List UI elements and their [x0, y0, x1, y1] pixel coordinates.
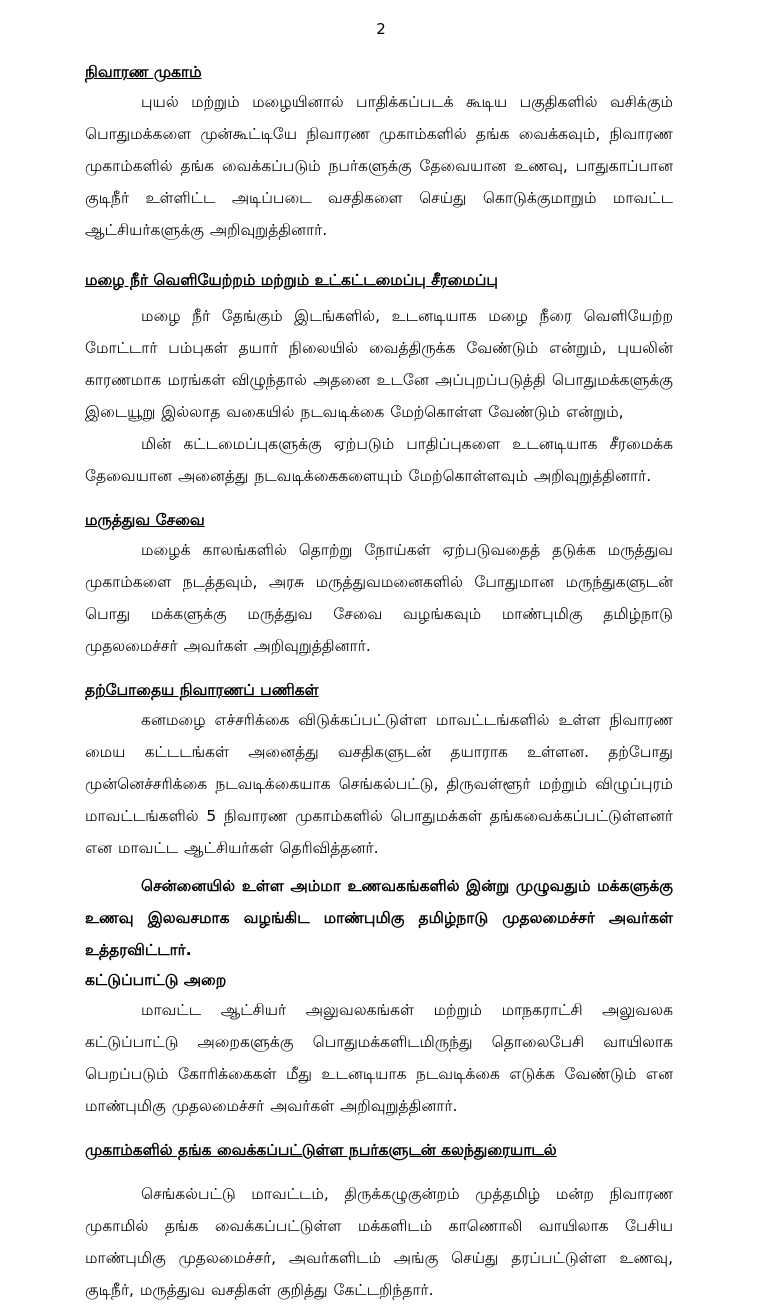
- section-heading-rainwater-drainage: மழை நீர் வெளியேற்றம் மற்றும் உட்கட்டமைப்பு சீரமைப்பு: [85, 271, 498, 289]
- paragraph-current-relief-work: கனமழை எச்சரிக்கை விடுக்கப்பட்டுள்ள மாவட்டங்களில் உள்ள நிவாரண மைய கட்டடங்கள் அனைத்து வசதிகளுடன் தயாராக உள்ளன. தற்போது முன்னெச்சரிக்கை நடவடிக்கையாக செங்கல்பட்டு, திருவள்ளூர் மற்றும் விழுப்புரம் மாவட்டங்களில் 5 நிவாரண முகாம்களில் பொதுமக்கள் தங்கவைக்கப்பட்டுள்ளனர் என மாவட்ட ஆட்சியர்கள் தெரிவித்தனர்.: [85, 711, 673, 857]
- paragraph-relief-camp: புயல் மற்றும் மழையினால் பாதிக்கப்படக் கூடிய பகுதிகளில் வசிக்கும் பொதுமக்களை முன்கூட்டியே நிவாரண முகாம்களில் தங்க வைக்கவும், நிவாரண முகாம்களில் தங்க வைக்கப்படும் நபர்களுக்கு தேவையான உணவு, பாதுகாப்பான குடிநீர் உள்ளிட்ட அடிப்படை வசதிகளை செய்து கொடுக்குமாறும் மாவட்ட ஆட்சியர்களுக்கு அறிவுறுத்தினார்.: [85, 93, 673, 239]
- paragraph-power-infrastructure: மின் கட்டமைப்புகளுக்கு ஏற்படும் பாதிப்புகளை உடனடியாக சீரமைக்க தேவையான அனைத்து நடவடிக்கைகளையும் மேற்கொள்ளவும் அறிவுறுத்தினார்.: [85, 435, 673, 485]
- section-heading-control-room: கட்டுப்பாட்டு அறை: [85, 971, 227, 989]
- section-heading-medical-service: மருத்துவ சேவை: [85, 511, 205, 529]
- paragraph-medical-service: மழைக் காலங்களில் தொற்று நோய்கள் ஏற்படுவதைத் தடுக்க மருத்துவ முகாம்களை நடத்தவும், அரசு மருத்துவமனைகளில் போதுமான மருந்துகளுடன் பொது மக்களுக்கு மருத்துவ சேவை வழங்கவும் மாண்புமிகு தமிழ்நாடு முதலமைச்சர் அவர்கள் அறிவுறுத்தினார்.: [85, 541, 673, 655]
- paragraph-control-room: மாவட்ட ஆட்சியர் அலுவலகங்கள் மற்றும் மாநகராட்சி அலுவலக கட்டுப்பாட்டு அறைகளுக்கு பொதுமக்களிடமிருந்து தொலைபேசி வாயிலாக பெறப்படும் கோரிக்கைகள் மீது உடனடியாக நடவடிக்கை எடுக்க வேண்டும் என மாண்புமிகு முதலமைச்சர் அவர்கள் அறிவுறுத்தினார்.: [85, 1001, 673, 1115]
- document-body: [85, 58, 673, 1306]
- section-heading-current-relief-work: தற்போதைய நிவாரணப் பணிகள்: [85, 681, 319, 699]
- paragraph-rainwater-drainage: மழை நீர் தேங்கும் இடங்களில், உடனடியாக மழை நீரை வெளியேற்ற மோட்டார் பம்புகள் தயார் நிலையில் வைத்திருக்க வேண்டும் என்றும், புயலின் காரணமாக மரங்கள் விழுந்தால் அதனை உடனே அப்புறப்படுத்தி பொதுமக்களுக்கு இடையூறு இல்லாத வகையில் நடவடிக்கை மேற்கொள்ள வேண்டும் என்றும்,: [85, 307, 673, 421]
- paragraph-amma-canteen: சென்னையில் உள்ள அம்மா உணவகங்களில் இன்று முழுவதும் மக்களுக்கு உணவு இலவசமாக வழங்கிட மாண்புமிகு தமிழ்நாடு முதலமைச்சர் அவர்கள் உத்தரவிட்டார்.: [85, 877, 673, 959]
- section-heading-relief-camp: நிவாரண முகாம்: [85, 63, 202, 81]
- section-heading-camp-interaction: முகாம்களில் தங்க வைக்கப்பட்டுள்ள நபர்களுடன் கலந்துரையாடல்: [85, 1141, 557, 1159]
- paragraph-camp-interaction: செங்கல்பட்டு மாவட்டம், திருக்கழுகுன்றம் முத்தமிழ் மன்ற நிவாரண முகாமில் தங்க வைக்கப்பட்டுள்ள மக்களிடம் காணொலி வாயிலாக பேசிய மாண்புமிகு முதலமைச்சர், அவர்களிடம் அங்கு செய்து தரப்பட்டுள்ள உணவு, குடிநீர், மருத்துவ வசதிகள் குறித்து கேட்டறிந்தார்.: [85, 1185, 673, 1299]
- page-number: 2: [376, 20, 386, 38]
